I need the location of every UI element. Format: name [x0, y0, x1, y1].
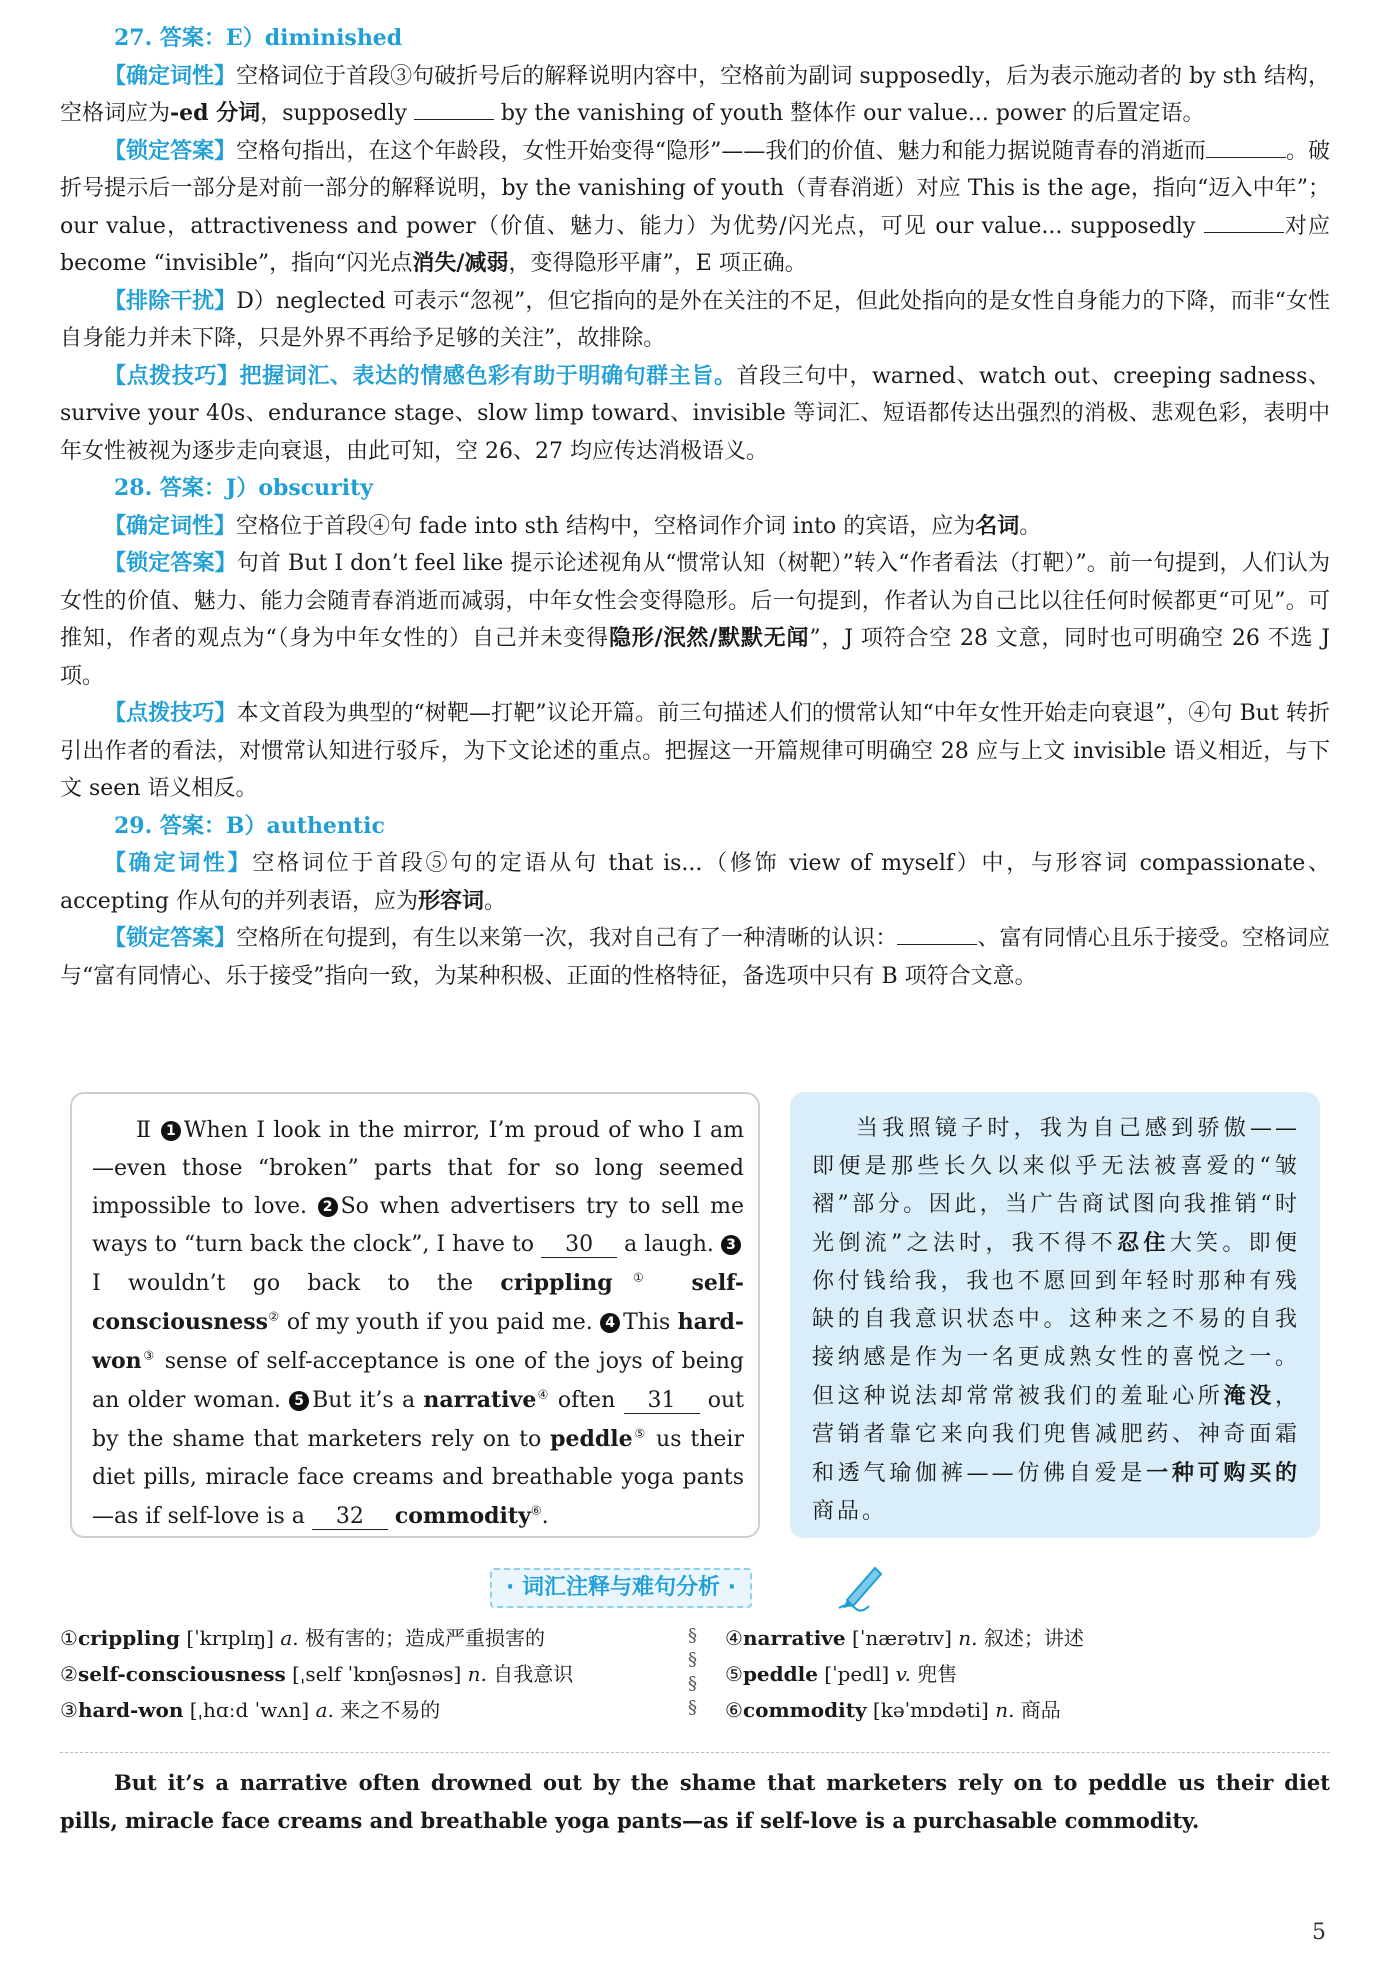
sentence-marker-5: 5	[289, 1391, 309, 1411]
footnote-ref: ④	[536, 1387, 550, 1402]
text: by the vanishing of youth 整体作 our value... power 的后置定语。	[500, 101, 1205, 126]
vocab-word: narrative	[742, 1626, 846, 1650]
text: ，变得隐形平庸”，E 项正确。	[508, 251, 807, 276]
tag-label: 【排除干扰】	[104, 288, 237, 314]
vocab-num: ①	[60, 1626, 78, 1650]
vocab-ipa: [kəˈmɒdəti]	[872, 1698, 989, 1722]
text: 、富有同情心且乐于接受。空格词应与“富有同情心、乐于接受”指向一致，为某种积极、正面的性格特征，备选项中只有 B 项符合文意。	[60, 926, 1330, 989]
bold-text: 忍住	[1117, 1230, 1170, 1256]
text: us their diet pills, miracle face creams and breathable yoga pants—as if self-love is a	[92, 1427, 744, 1529]
vocab-def: 极有害的；造成严重损害的	[304, 1626, 545, 1650]
vocab-ipa: [ˈnærətɪv]	[852, 1626, 952, 1650]
sentence-marker-4: 4	[600, 1313, 620, 1333]
text: out by the shame that marketers rely on to	[92, 1388, 745, 1452]
text: I wouldn’t go back to the	[92, 1271, 474, 1296]
bold-text: -ed 分词	[170, 100, 261, 126]
text: 。破折号提示后一部分是对前一部分的解释说明，by the vanishing of youth（青春消逝）对应 This is the age，指向“迈入中年”；our value，attractiveness and power（价值、魅力、能力）为优势/闪光点，可见 our value... supposedly	[60, 138, 1330, 239]
vocab-item	[725, 1692, 1084, 1728]
text: But it’s a	[312, 1388, 416, 1413]
sentence-marker-3: 3	[721, 1235, 741, 1255]
blank-32: 32	[312, 1505, 388, 1530]
footnote-ref: ①	[612, 1270, 665, 1285]
bold-text: 一种可购买的	[1146, 1460, 1300, 1486]
q28-heading: 28. 答案：J）obscurity	[114, 475, 374, 501]
vocab-word: commodity	[394, 1503, 531, 1529]
blank-31: 31	[624, 1389, 700, 1414]
blank-line	[1206, 137, 1286, 158]
footnote-ref: ⑥	[530, 1503, 542, 1518]
tag-label: 【锁定答案】	[104, 138, 237, 164]
vocab-pos: a.	[280, 1626, 299, 1650]
squiggle-divider: § § § §	[688, 1625, 697, 1718]
vocab-word: self-consciousness	[92, 1270, 744, 1335]
bold-text: 名词	[975, 512, 1020, 539]
vocab-word: narrative	[423, 1387, 537, 1413]
vocab-title-banner	[490, 1560, 910, 1610]
dashed-divider	[60, 1752, 1330, 1753]
vocab-ipa: [ˌself ˈkɒnʃəsnəs]	[292, 1662, 462, 1686]
q29-heading: 29. 答案：B）authentic	[114, 812, 385, 839]
text: 空格句指出，在这个年龄段，女性开始变得“隐形”——我们的价值、魅力和能力据说随青春的消逝而	[236, 138, 1206, 164]
text: 。	[484, 888, 507, 914]
text: This	[623, 1310, 671, 1335]
q28-lock-answer	[60, 545, 1330, 695]
text: 句首 But I don’t feel like 提示论述视角从“惯常认知（树靶）”转入“作者看法（打靶）”。前一句提到，人们认为女性的价值、魅力、能力会随青春消逝而减弱，中年女性会变得隐形。后一句提到，作者认为自己比以往任何时候都更“可见”。可推知，作者的观点为“（身为中年女性的）自己并未变得	[60, 551, 1330, 651]
bold-text: 淹没	[1223, 1383, 1275, 1409]
text: ，supposedly	[260, 101, 407, 126]
vocab-def: 兜售	[917, 1662, 958, 1686]
vocab-def: 来之不易的	[340, 1698, 441, 1722]
vocab-list	[60, 1620, 1330, 1740]
vocab-item	[60, 1620, 573, 1656]
text: 。	[1019, 513, 1042, 539]
text: 空格位于首段④句 fade into sth 结构中，空格词作介词 into 的宾语，应为	[236, 513, 976, 539]
tip-text: 把握词汇、表达的情感色彩有助于明确句群主旨。	[239, 363, 737, 389]
text: So when advertisers try to sell me ways to “turn back the clock”, I have to	[92, 1194, 745, 1257]
blank-line	[1204, 212, 1284, 233]
analysis-section	[60, 20, 1330, 995]
vocab-num: ④	[725, 1626, 743, 1650]
footnote-ref: ⑤	[632, 1426, 648, 1441]
sentence-marker-1: 1	[161, 1121, 181, 1141]
vocab-word: peddle	[550, 1426, 633, 1452]
footnote-ref: ②	[268, 1309, 280, 1324]
vocab-item	[725, 1620, 1084, 1656]
q28-tip	[60, 695, 1330, 808]
chinese-translation	[812, 1110, 1300, 1531]
text: 空格词位于首段③句破折号后的解释说明内容中，空格前为副词 supposedly，后为表示施动者的 by sth 结构，空格词应为	[60, 63, 1330, 126]
tag-label: 【点拨技巧】	[104, 701, 237, 726]
q27-tip	[60, 358, 1330, 471]
english-passage-box	[70, 1092, 760, 1538]
vocab-word: peddle	[742, 1662, 818, 1686]
vocab-def: 商品	[1020, 1698, 1061, 1722]
q29-lock-answer	[60, 920, 1330, 995]
q27-exclude	[60, 283, 1330, 358]
vocab-num: ③	[60, 1698, 78, 1722]
text: often	[557, 1388, 616, 1413]
vocab-word: crippling	[77, 1626, 180, 1650]
text: 首段三句中，warned、watch out、creeping sadness、survive your 40s、endurance stage、slow limp toward、invisible 等词汇、短语都传达出强烈的消极、悲观色彩，表明中年女性被视为逐步走向衰退，由此可知，空 26、27 均应传达消极语义。	[60, 363, 1330, 464]
text: 空格所在句提到，有生以来第一次，我对自己有了一种清晰的认识：	[236, 926, 898, 951]
vocab-ipa: [ˈpedl]	[824, 1662, 890, 1686]
vocab-word: commodity	[742, 1698, 867, 1722]
text: of my youth if you paid me.	[286, 1310, 593, 1335]
vocab-ipa: [ˈkrɪplɪŋ]	[186, 1626, 274, 1650]
pen-icon	[835, 1560, 887, 1612]
vocab-num: ②	[60, 1662, 78, 1686]
bold-text: 形容词	[417, 887, 484, 914]
vocab-item	[725, 1656, 1084, 1692]
vocab-word: hard-won	[77, 1698, 184, 1722]
vocab-pos: v.	[895, 1662, 911, 1686]
vocab-item	[60, 1656, 573, 1692]
tag-label: 【锁定答案】	[104, 551, 237, 576]
text: .	[541, 1504, 549, 1529]
english-passage	[92, 1112, 744, 1536]
vocab-def: 自我意识	[493, 1662, 574, 1686]
text: ”，J 项符合空 28 文意，同时也可明确空 26 不选 J 项。	[60, 626, 1331, 689]
text: ，营销者靠它来向我们兜售减肥药、神奇面霜和透气瑜伽裤——仿佛自爱是	[812, 1384, 1300, 1486]
q27-heading: 27. 答案：E）diminished	[114, 25, 403, 51]
blank-line	[897, 924, 977, 945]
text: 对应 become “invisible”，指向“闪光点	[60, 213, 1330, 276]
passage-boxes	[70, 1092, 1320, 1542]
vocab-pos: n.	[995, 1698, 1015, 1722]
vocab-pos: a.	[315, 1698, 334, 1722]
text: When I look in the mirror, I’m proud of who I am—even those “broken” parts that for so long seemed impossible to love.	[92, 1118, 745, 1219]
page-number: 5	[1312, 1920, 1326, 1945]
vocab-column-right	[725, 1620, 1084, 1728]
text: sense of self-acceptance is one of the joys of being an older woman.	[92, 1349, 744, 1413]
bold-text: 消失/减弱	[412, 250, 509, 276]
vocab-pos: n.	[958, 1626, 978, 1650]
chinese-translation-box	[790, 1092, 1320, 1538]
text: 商品。	[812, 1499, 888, 1524]
section-numeral: Ⅱ	[136, 1118, 153, 1143]
sentence-marker-2: 2	[318, 1197, 338, 1217]
text: 大笑。即便你付钱给我，我也不愿回到年轻时那种有残缺的自我意识状态中。这种来之不易的自我接纳感是作为一名更成熟女性的喜悦之一。但这种说法却常常被我们的羞耻心所	[812, 1231, 1300, 1409]
key-sentence: But it’s a narrative often drowned out by the shame that marketers rely on to peddle us their diet pills, miracle face creams and breathable yoga pants—as if self-love is a purchasable commodity.	[60, 1770, 1330, 1833]
vocab-pos: n.	[467, 1662, 487, 1686]
text: 当我照镜子时，我为自己感到骄傲——即便是那些长久以来似乎无法被喜爱的“皱褶”部分。因此，当广告商试图向我推销“时光倒流”之法时，我不得不	[812, 1116, 1300, 1256]
tag-label: 【点拨技巧】	[104, 363, 240, 389]
text: a laugh.	[624, 1232, 714, 1257]
bold-text: 隐形/泯然/默默无闻	[608, 625, 810, 651]
q28-part-of-speech	[60, 508, 1330, 546]
tag-label: 【确定词性】	[104, 513, 237, 539]
vocab-num: ⑥	[725, 1698, 743, 1722]
tag-label: 【确定词性】	[104, 63, 237, 89]
q27-lock-answer	[60, 133, 1330, 283]
vocab-num: ⑤	[725, 1662, 743, 1686]
footnote-ref: ③	[141, 1348, 156, 1363]
text: 空格词位于首段⑤句的定语从句 that is...（修饰 view of myself）中，与形容词 compassionate、accepting 作从句的并列表语，应为	[60, 851, 1330, 914]
vocab-title: · 词汇注释与难句分析 ·	[490, 1568, 752, 1608]
blank-line	[414, 99, 494, 120]
vocab-word: crippling	[500, 1270, 613, 1296]
vocab-def: 叙述；讲述	[983, 1626, 1084, 1650]
q29-part-of-speech	[60, 845, 1330, 920]
vocab-word: hard-won	[92, 1309, 744, 1374]
key-sentence-section	[60, 1764, 1330, 1840]
text: D）neglected 可表示“忽视”，但它指向的是外在关注的不足，但此处指向的是女性自身能力的下降，而非“女性自身能力并未下降，只是外界不再给予足够的关注”，故排除。	[60, 288, 1330, 351]
vocab-item	[60, 1692, 573, 1728]
tag-label: 【锁定答案】	[104, 926, 237, 951]
vocab-ipa: [ˌhɑːd ˈwʌn]	[189, 1698, 310, 1722]
q27-part-of-speech	[60, 58, 1330, 133]
text: 本文首段为典型的“树靶—打靶”议论开篇。前三句描述人们的惯常认知“中年女性开始走向衰退”，④句 But 转折引出作者的看法，对惯常认知进行驳斥，为下文论述的重点。把握这一开篇规律可明确空 28 应与上文 invisible 语义相近，与下文 seen 语义相反。	[60, 701, 1330, 801]
vocab-word: self-consciousness	[77, 1662, 286, 1686]
vocab-column-left	[60, 1620, 573, 1728]
blank-30: 30	[541, 1233, 617, 1258]
tag-label: 【确定词性】	[104, 851, 253, 876]
